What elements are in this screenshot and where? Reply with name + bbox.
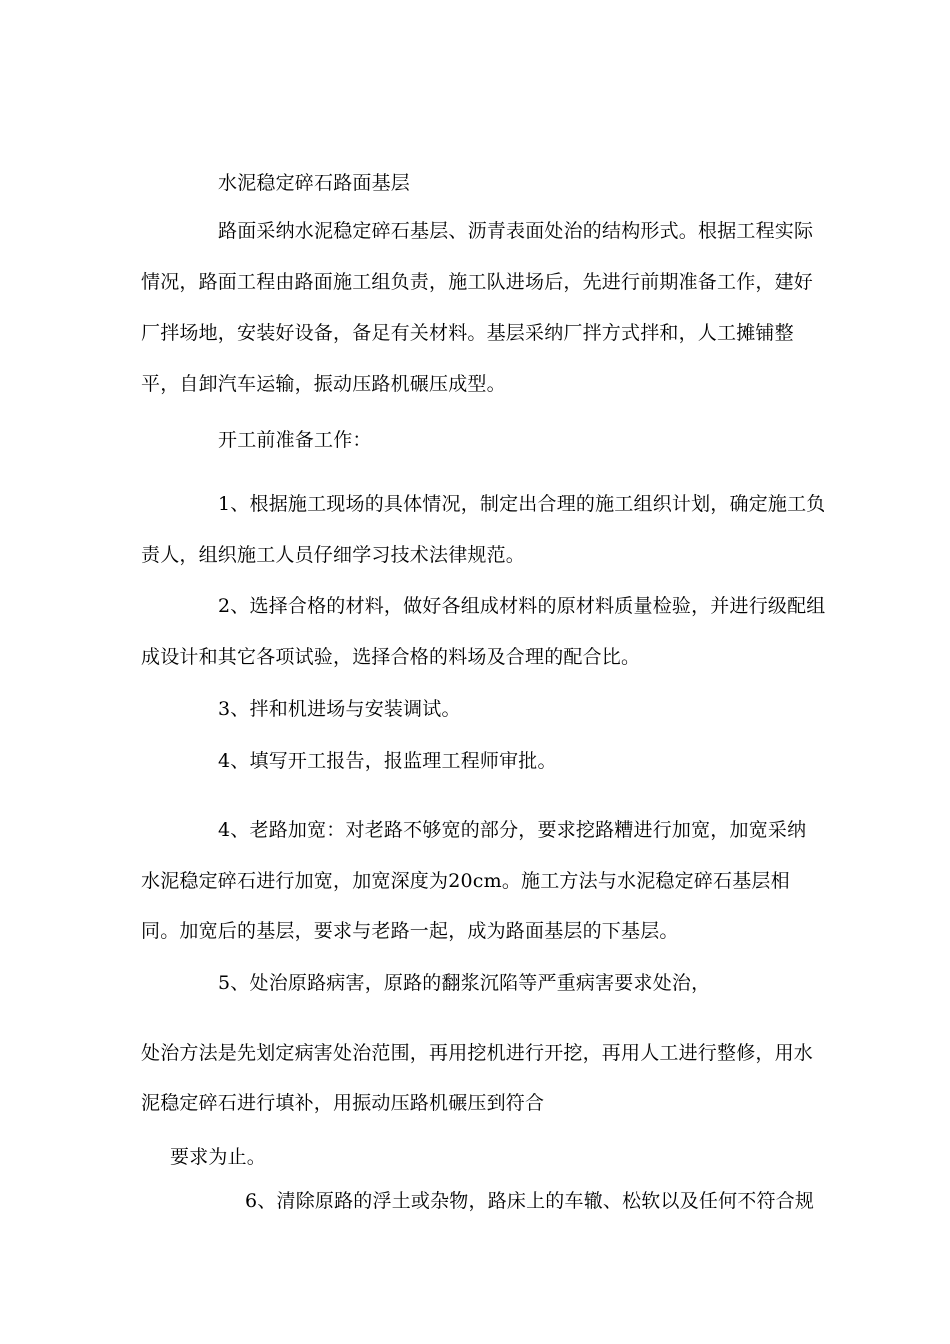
paragraph-line: 情况，路面工程由路面施工组负责，施工队进场后，先进行前期准备工作，建好 bbox=[141, 271, 814, 293]
paragraph-line: 泥稳定碎石进行填补，用振动压路机碾压到符合 bbox=[141, 1092, 545, 1114]
document-title: 水泥稳定碎石路面基层 bbox=[218, 172, 411, 194]
paragraph-line: 1、根据施工现场的具体情况，制定出合理的施工组织计划，确定施工负 bbox=[218, 493, 826, 515]
paragraph-line: 4、填写开工报告，报监理工程师审批。 bbox=[218, 750, 557, 772]
paragraph-line: 同。加宽后的基层，要求与老路一起，成为路面基层的下基层。 bbox=[141, 920, 679, 942]
paragraph-line: 处治方法是先划定病害处治范围，再用挖机进行开挖，再用人工进行整修，用水 bbox=[141, 1042, 814, 1064]
paragraph-line: 5、处治原路病害，原路的翻浆沉陷等严重病害要求处治， bbox=[218, 972, 711, 994]
paragraph-line: 厂拌场地，安装好设备，备足有关材料。基层采纳厂拌方式拌和，人工摊铺整 bbox=[141, 322, 794, 344]
paragraph-line: 责人，组织施工人员仔细学习技术法律规范。 bbox=[141, 544, 526, 566]
paragraph-line: 路面采纳水泥稳定碎石基层、沥青表面处治的结构形式。根据工程实际 bbox=[218, 220, 814, 242]
paragraph-line: 6、清除原路的浮土或杂物，路床上的车辙、松软以及任何不符合规 bbox=[245, 1190, 815, 1212]
paragraph-line: 3、拌和机进场与安装调试。 bbox=[218, 698, 461, 720]
paragraph-line: 水泥稳定碎石进行加宽，加宽深度为20cm。施工方法与水泥稳定碎石基层相 bbox=[141, 870, 790, 892]
paragraph-line: 成设计和其它各项试验，选择合格的料场及合理的配合比。 bbox=[141, 646, 641, 668]
section-heading: 开工前准备工作： bbox=[218, 429, 372, 451]
paragraph-line: 2、选择合格的材料，做好各组成材料的原材料质量检验，并进行级配组 bbox=[218, 595, 826, 617]
paragraph-line: 要求为止。 bbox=[170, 1146, 267, 1168]
paragraph-line: 平，自卸汽车运输，振动压路机碾压成型。 bbox=[141, 373, 506, 395]
paragraph-line: 4、老路加宽：对老路不够宽的部分，要求挖路糟进行加宽，加宽采纳 bbox=[218, 819, 807, 841]
